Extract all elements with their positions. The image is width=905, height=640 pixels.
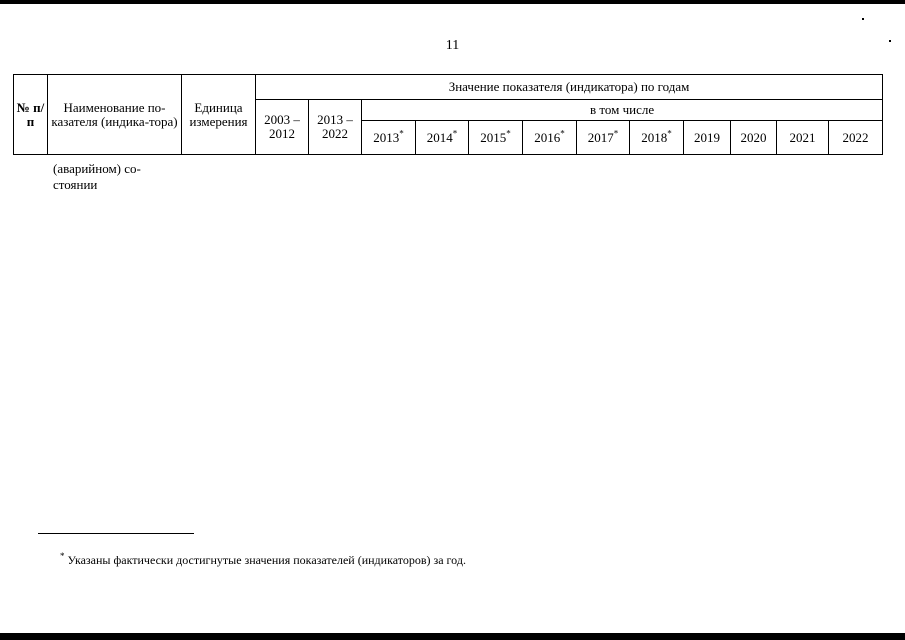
scan-speck (862, 18, 864, 20)
indicator-table (13, 74, 883, 155)
col-header-values: Значение показателя (индикатора) по годам (256, 75, 883, 100)
year-label: 2016 (534, 129, 561, 145)
col-header-unit: Единица измерения (182, 75, 256, 155)
year-footnote-mark: * (452, 128, 458, 139)
col-header-year (731, 121, 777, 155)
col-header-name: Наименование по-казателя (индика-тора) (48, 75, 182, 155)
year-footnote-mark: * (560, 128, 565, 139)
col-header-including: в том числе (362, 100, 883, 121)
col-header-year (523, 121, 577, 155)
year-label: 2014 (426, 129, 453, 145)
year-footnote-mark: * (506, 128, 511, 139)
col-header-year (777, 121, 829, 155)
year-label: 2022 (842, 129, 869, 145)
scan-bottom-border (0, 633, 905, 640)
page-number: 11 (445, 38, 460, 53)
year-label: 2013 (373, 129, 400, 145)
scan-top-border (0, 0, 905, 4)
year-label: 2015 (480, 129, 507, 145)
year-footnote-mark: * (613, 128, 619, 139)
footnote-separator (38, 533, 194, 534)
year-footnote-mark: * (667, 128, 672, 139)
year-label: 2019 (694, 129, 720, 145)
col-header-year (362, 121, 416, 155)
col-header-range-2013-2022: 2013 – 2022 (309, 100, 362, 155)
col-header-year (469, 121, 523, 155)
col-header-year (829, 121, 883, 155)
continuation-text: (аварийном) со-стоянии (53, 161, 141, 192)
year-label: 2017 (587, 129, 614, 145)
col-header-year (416, 121, 469, 155)
col-header-year (577, 121, 630, 155)
year-label: 2021 (789, 129, 816, 145)
footnote-mark: * (60, 551, 65, 561)
col-header-range-2003-2012: 2003 – 2012 (256, 100, 309, 155)
year-label: 2018 (641, 129, 668, 145)
col-header-number: № п/п (14, 75, 48, 155)
footnote-text: Указаны фактически достигнутые значения показателей (индикаторов) за год. (67, 553, 466, 567)
year-footnote-mark: * (399, 128, 404, 139)
footnote (60, 551, 466, 568)
col-header-year (630, 121, 684, 155)
year-label: 2020 (740, 129, 767, 145)
col-header-year (684, 121, 731, 155)
